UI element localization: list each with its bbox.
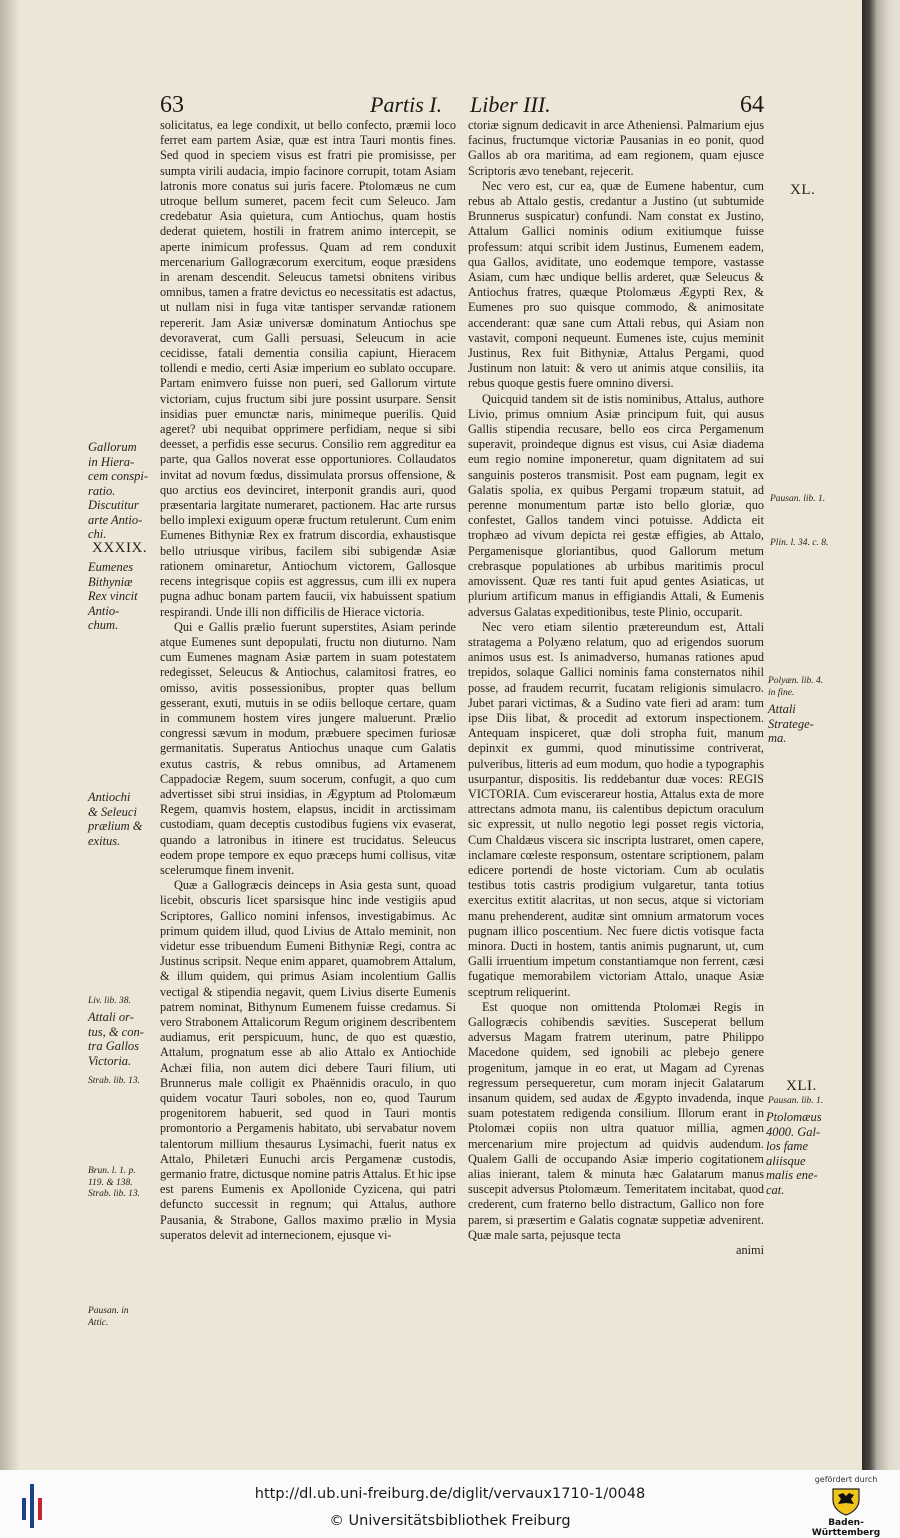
running-title-right: Liber III. xyxy=(470,92,551,117)
page-left-edge xyxy=(0,0,20,1470)
margin-ref-strabo: Strab. lib. 13. xyxy=(88,1076,140,1086)
right-page-number: 64 xyxy=(740,92,764,118)
permalink-url[interactable]: http://dl.ub.uni-freiburg.de/diglit/vervaux1710-1/0048 xyxy=(254,1486,646,1502)
paragraph: Nec vero est, cur ea, quæ de Eumene habentur, cum rebus ab Attalo gestis, credantur a Justino (ut subtumide Brunnerus suspicatur) confundi. Nam constat ex Justino, Attalum Gallici nominis odium exitiumque fuisse professum: atqui scribit idem Justinus, Eumenem eadem, qua Gallos, aviditate, uno eodemque tempore, vastasse Asiam, cum hæc undique bellis arderet, quæ Seleucus & Antiochus fratres, quæque Ptolomæus Ægypti Rex, & Eumenes pro suo quisque commodo, & animositate accenderant: quæ sane cum Attali rebus, qui Asiam non vastavit, componi nequeunt. Eumenes iste, cujus meminit Justinus, Rex fuit Bithyniæ, Attalus Pergami, quod Justinum non latuit: & vero ut animis atque consiliis, ita rebus quoque gestis fuere omnino diversi. xyxy=(468,178,764,391)
section-number-xl: XL. xyxy=(790,182,816,198)
book-spine-shadow xyxy=(862,0,900,1470)
margin-note-gallorum: Gallorum in Hiera- cem conspi- ratio. Discutitur arte Antio- chi. xyxy=(88,440,149,541)
sponsor-name: Baden-Württemberg xyxy=(811,1518,881,1538)
margin-note-attali: Attali or- tus, & con- tra Gallos Victoria. xyxy=(88,1010,144,1068)
catchword: animi xyxy=(735,1243,764,1258)
right-column xyxy=(468,118,764,1258)
section-number-xxxix: XXXIX. xyxy=(92,540,148,556)
coat-of-arms-icon xyxy=(829,1486,863,1516)
margin-ref-pausanias: Pausan. in Attic. xyxy=(88,1306,129,1328)
sponsor-badge xyxy=(806,1475,886,1538)
section-number-xli: XLI. xyxy=(786,1078,817,1094)
sponsor-caption: gefördert durch xyxy=(814,1475,878,1484)
running-title-left: Partis I. xyxy=(370,92,443,117)
margin-note-stratagema: Attali Stratege- ma. xyxy=(768,702,814,745)
left-page-number: 63 xyxy=(160,92,184,118)
margin-note-ptolomaeus: Ptolomæus 4000. Gal- los fame aliisque malis ene- cat. xyxy=(766,1110,822,1197)
paragraph: Quicquid tandem sit de istis nominibus, Attalus, authore Livio, primus omnium Asiæ principum fuit, qui ausus Gallis stipendia recusare, bello eos circa Pergamenum superavit, proindeque dignus est visus, cui Asiæ diadema eum regio nomine imponeretur, quam dignitatem ad sui sanguinis posteros transmisit. Post eam pugnam, legit ex Galatis spolia, ex quibus Pergami tropæum statuit, ad perenne monumentum partæ isto bello gloriæ, quo confestet, Gallos tandem vinci potuisse. Addicta eit trophæo ad vivum depicta rei gestæ effigies, ab Attalo, Pergamenisque gloriantibus, quod Gallorum metum crebrasque populationes ab urbibus maritimis procul amovissent. Quæ res tanti fuit apud gentes Asiaticas, ut plurium artificum manus in effigiandis Attali, & Eumenis adversus Galatas expeditionibus, teste Plinio, occuparit. xyxy=(468,391,764,619)
margin-ref-pausanias-2: Pausan. lib. 1. xyxy=(768,1096,824,1106)
margin-ref-pausanias-right: Pausan. lib. 1. xyxy=(770,494,826,504)
margin-note-eumenes: Eumenes Bithyniæ Rex vincit Antio- chum. xyxy=(88,560,138,632)
paragraph: Est quoque non omittenda Ptolomæi Regis in Gallogræcis cohibendis sævities. Susceperat bellum adversus Magam fratrem uterinum, patre Philippo Macedone quidem, sed ignobili ac plebejo genere progenitum, jamque in eo erat, ut Magam ad Cyrenas regressum persequeretur, cum moram injecit Galatarum insanum quidem, sed audax de Ægypto invadenda, inque suam potestatem redigenda consilium. Illorum erant in Ptolomæi copiis non ultra quatuor millia, agmen mercenarium mire projectum ad quidvis audendum. Qualem Galli de occupando Asiæ imperio cogitationem alias inierant, talem & minuta hæc Galatarum manus suscepit adversus Ptolomæum. Temeritatem incitabat, quod crederent, cum fraterno bello distractum, Gallico non fore parem, si præsertim e Galatis cognatæ suppetiæ advenirent. Quæ male sarta, pejusque tecta xyxy=(468,999,764,1242)
viewer-footer xyxy=(0,1470,900,1538)
paragraph: solicitatus, ea lege condixit, ut bello confecto, præmii loco ferret eam partem Asiæ, quæ est intra Tauri montis fines. Sed quod in speciem visus est fratri pie promisisse, per sumpta virili audacia, impio facinore corrupit, totam Asiam latronis more conatus sui juris facere. Ptolomæus ne cum utroque bellum sumeret, pacem fecit cum Seleuco. Jam credebatur Asia quietura, cum Antiochus, quam hostis dederat quietem, hostili in fratrem animo intercepit, se aperte inimicum professus. Quam ad rem conduxit mercenarium Gallogræcorum exercitum, eoque præsidens in arenam descendit. Seleucus tametsi obnitens viribus omnibus, tamen a fratre devictus eo necessitatis est adactus, ut nullam nisi in fuga vitæ tantisper servandæ rationem repererit. Jam Asiæ universæ dominatum Antiochus spe devoraverat, cum Galli persuasi, Seleucum in acie cecidisse, fatali dementia consilia capiunt, Hieracem tollendi e medio, certi Asiæ imperium eo sublato occupare. Partam enimvero fuisse non pueri, sed Gallorum virtute victoriam, cujus fructum sibi jure possint usurpare. Sensit insidias puer emunctæ naris, minimeque puerilis. Quid ageret? ubi nequibat opprimere perfidiam, neque si sibi deesset, a perfidis esse securus. Consilio rem aggreditur ea parte, qua Gallos noverat esse opportuniores. Collaudatos invitat ad novum fœdus, dissimulata prorsus offensione, & quo arctius eos devinciret, interponit grandis auri, quod præsentaria largitate numeraret, pactionem. Hac arte rursus bello implexi exiguum operæ fructum retulerunt. Cum enim Eumenes Bithyniæ Rex ex fratrum discordia, exhaustisque bello utriusque viribus, facilem sibi subigendæ Asiæ rationem ominaretur, Antiochum victorem, Gallosque recens integrisque copiis est aggressus, cum illi ex nupera pugna adhuc bonam partem faucii, vix habuissent spatium respirandi. Unde illi non difficilis de Hierace victoria. xyxy=(160,118,456,619)
margin-ref-polyaenus: Polyæn. lib. 4. in fine. xyxy=(768,676,824,698)
copyright-notice: © Universitätsbibliothek Freiburg xyxy=(329,1513,571,1529)
paragraph: Qui e Gallis prælio fuerunt superstites, Asiam perinde atque Eumenes sunt depopulati, fructu non diuturno. Nam cum Eumenes magnam Asiæ partem in suam potestatem redegisset, Seleucus & Antiochus, calamitosi fratres, eo omisso, avitis possessionibus, propter quas bellum gesserant, exuti, mutuis in se odiis belloque certare, quam in communem hostem vires jungere maluerunt. Prælio congressi sævum in modum, præbuere specimen furiosæ germanitatis. Superatus Antiochus unaque cum Galatis exutus castris, & rebus omnibus, ad Artamenem Cappadociæ Regem, suum socerum, confugit, a quo cum advertisset sibi strui insidias, in Ægyptum ad Ptolomæum Regem, quamvis hostem, elapsus, incidit in arctissimam custodiam, quam deceptis custodibus fugiens vix evaserat, quando a latronibus in itinere est trucidatus. Seleucus eodem prope tempore ex equo præceps humi collisus, vitæ scelerumque finem invenit. xyxy=(160,619,456,877)
paragraph: Nec vero etiam silentio prætereundum est, Attali stratagema a Polyæno relatum, quo ad erigendos suorum animos usus est. Is animadverso, humanas rationes apud trepidos, solaque Gallici nominis fama consternatos nihil posse, ad fraudem recurrit, fucatam religionis simulacro. Jubet parari victimas, & a Sudino vate fieri ad aram: tum ipse Diis libat, & procedit ad extorum inspectionem. Antequam inspiceret, quæ doli stropha fuit, manum depinxit ex gummi, quod minutissime contriverat, pulveribus, litteris ad eum modum, quo hodie a typographis usurpantur, dispositis. Iis reddebantur duæ voces: REGIS VICTORIA. Cum eviscerareur hostia, Attalus exta de more attrectans admota manu, iis calentibus depictum oraculum sic expressit, ut nullo negotio legi posset regis victoria, Cum Chaldæus viscera sic inscripta lustraret, omen capere, inclamare cœleste responsum, ostentare scriptionem, palam edicere portendi de hoste victoriam. Cum ab oculatis testibus totis castris prodigium vulgaretur, tanta totius exercitus extitit alacritas, ut non secus, atque si victoriam manu prehenderent, auditæ sint omnium armatorum voces pugnam illico poscentium. Nec fuere dictis votisque facta minora. Ducti in hostem, tantis animis pugnarunt, ut, cum Galli irruentium impetum constantiamque non ferrent, cæsi fugatique memorabilem victoriam Attalo, unaque Asiæ sceptrum reliquerint. xyxy=(468,619,764,999)
left-column xyxy=(160,118,456,1243)
paragraph: Quæ a Gallogræcis deinceps in Asia gesta sunt, quoad licebit, obscuris licet sparsisque hinc inde vestigiis apud Scriptores, Gallico nomini infensos, investigabimus. Ac primum quidem illud, quod Livius de Attalo meminit, non videtur esse tribuendum Eumeni Bithyniæ Regi, contra ac Justinus scripsit. Neque enim apparet, quamobrem Attalum, & illum quidem, qui primus Asiam incolentium Gallis vectigal & stipendia negavit, quem Livius diserte Eumenis patrem nominat, Bithynum Eumenem fuisse credamus. Si vero Strabonem Attalicorum Regum originem describentem audiamus, erit perspicuum, hunc, de quo est quæstio, Attalum, prognatum esse ab alio Attalo ex Antiochide Achæi filia, non autem dici debere Tauri filium, uti Brunnerus male colligit ex Phaënnidis oraculo, in quo quidem vocatur Tauri soboles, non eo, quod Taurum progenitorem habuerit, sed quod in Tauri montis promontorio a Pergamenis habitato, ubi servabatur novem talentorum millium thesaurus Lysimachi, fuerit natus ex Attalo, Philetæri Eunuchi arcis Pergamenæ custodis, germanio fratre, dictusque nomine patris Attalus. Et hic ipse est parens Eumenis ex Apollonide Cyzicena, qui patri defuncto successit in regnum; qui Attalus, authore Pausania, & Strabone, Gallos maximo prælio in Mysia superatos delevit ad internecionem, ejusque vi- xyxy=(160,878,456,1242)
margin-ref-brunnerus: Brun. l. 1. p. 119. & 138. Strab. lib. 13. xyxy=(88,1166,140,1199)
margin-note-antiochi: Antiochi & Seleuci prælium & exitus. xyxy=(88,790,143,848)
margin-ref-plinius: Plin. l. 34. c. 8. xyxy=(770,538,829,548)
paragraph: ctoriæ signum dedicavit in arce Atheniensi. Palmarium ejus facinus, fructumque victoriæ Pausanias in eo ponit, quod Gallos ab ora maritima, ad eam regionem, quam ejusce Scriptoris ævo tenebant, rejecerit. xyxy=(468,118,764,178)
margin-ref-livius: Liv. lib. 38. xyxy=(88,996,131,1006)
